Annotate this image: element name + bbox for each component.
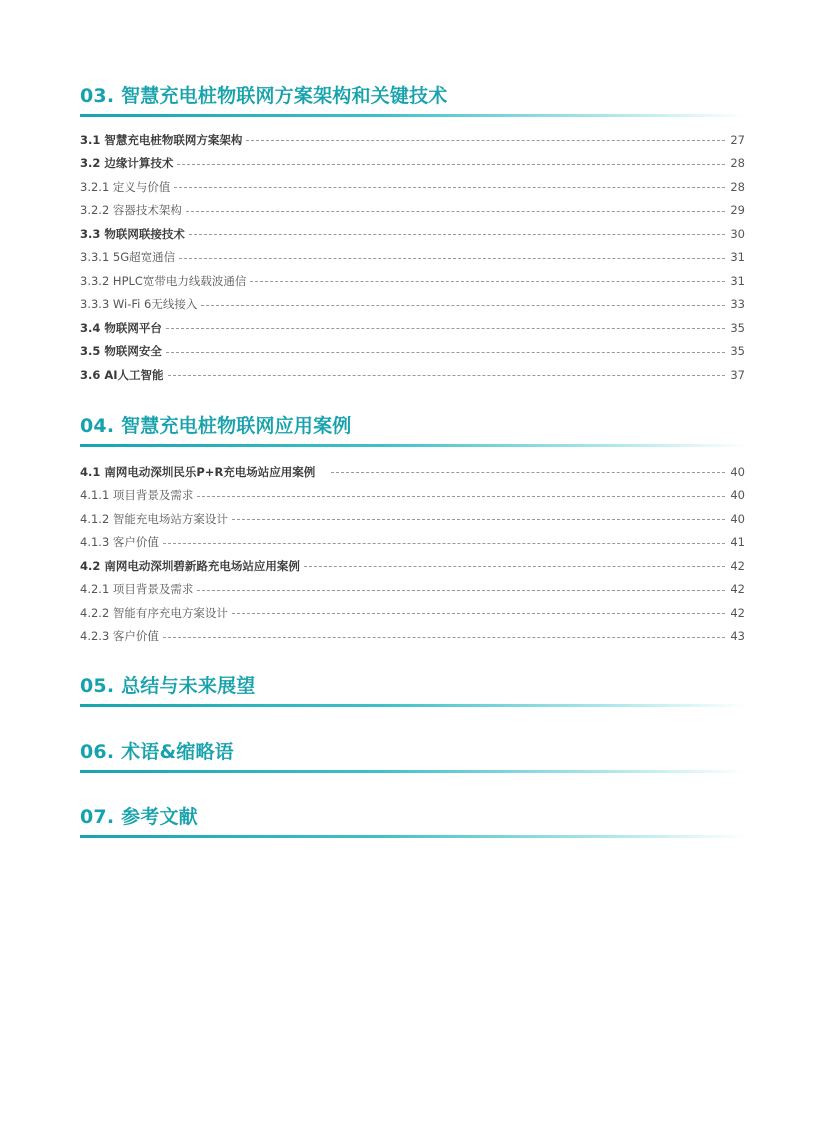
section-05-heading[interactable] xyxy=(80,674,745,707)
toc-entry-label: 4.1.3 客户价值 xyxy=(80,535,159,550)
toc-page-number: 41 xyxy=(730,535,745,550)
toc-entry-3-3-3[interactable] xyxy=(80,293,745,317)
toc-entry-3-5[interactable] xyxy=(80,340,745,364)
dot-leader xyxy=(197,590,725,591)
dot-leader xyxy=(304,566,725,567)
dot-leader xyxy=(250,281,725,282)
toc-entry-3-4[interactable] xyxy=(80,316,745,340)
toc-entry-3-2-2[interactable] xyxy=(80,199,745,223)
toc-entry-label: 3.2.1 定义与价值 xyxy=(80,179,171,194)
section-divider xyxy=(80,770,745,773)
toc-page-number: 31 xyxy=(730,250,745,265)
toc-page-number: 28 xyxy=(730,179,745,194)
toc-page-number: 29 xyxy=(730,203,745,218)
toc-entry-label: 3.3.1 5G超宽通信 xyxy=(80,250,176,265)
dot-leader xyxy=(163,543,725,544)
toc-entry-4-2-1[interactable] xyxy=(80,578,745,602)
toc-entry-3-3-2[interactable] xyxy=(80,269,745,293)
toc-page-number: 35 xyxy=(730,320,745,335)
toc-entry-4-1-2[interactable] xyxy=(80,507,745,531)
dot-leader xyxy=(168,375,725,376)
section-divider xyxy=(80,444,745,447)
toc-page-number: 35 xyxy=(730,344,745,359)
dot-leader xyxy=(201,305,725,306)
toc-entry-label: 4.1 南网电动深圳民乐P+R充电场站应用案例 xyxy=(80,464,316,479)
section-title: 03. 智慧充电桩物联网方案架构和关键技术 xyxy=(80,85,448,107)
dot-leader xyxy=(186,211,725,212)
toc-entry-3-2[interactable] xyxy=(80,152,745,176)
toc-page-number: 40 xyxy=(730,488,745,503)
section-title: 06. 术语&缩略语 xyxy=(80,741,234,763)
toc-entry-3-6[interactable] xyxy=(80,363,745,387)
section-divider xyxy=(80,704,745,707)
toc-entry-3-3[interactable] xyxy=(80,222,745,246)
toc-entry-label: 3.4 物联网平台 xyxy=(80,320,162,335)
toc-entry-label: 3.3 物联网联接技术 xyxy=(80,226,185,241)
toc-page-number: 33 xyxy=(730,297,745,312)
dot-leader xyxy=(166,352,725,353)
dot-leader xyxy=(174,187,725,188)
dot-leader xyxy=(177,164,725,165)
toc-entry-label: 4.2 南网电动深圳碧新路充电场站应用案例 xyxy=(80,558,300,573)
toc-entry-3-2-1[interactable] xyxy=(80,175,745,199)
dot-leader xyxy=(232,613,725,614)
dot-leader xyxy=(163,637,725,638)
toc-page-number: 42 xyxy=(730,582,745,597)
toc-page-number: 28 xyxy=(730,156,745,171)
section-title: 07. 参考文献 xyxy=(80,806,198,828)
section-title: 05. 总结与未来展望 xyxy=(80,675,256,697)
toc-entry-4-2[interactable] xyxy=(80,554,745,578)
toc-page-number: 42 xyxy=(730,558,745,573)
dot-leader xyxy=(197,496,725,497)
dot-leader xyxy=(166,328,725,329)
dot-leader xyxy=(179,258,725,259)
toc-list-section-04 xyxy=(80,460,745,648)
toc-entry-label: 4.1.1 项目背景及需求 xyxy=(80,488,194,503)
toc-entry-label: 3.2.2 容器技术架构 xyxy=(80,203,182,218)
toc-page-number: 30 xyxy=(730,226,745,241)
dot-leader xyxy=(246,140,725,141)
toc-entry-4-1-1[interactable] xyxy=(80,484,745,508)
toc-page-number: 31 xyxy=(730,273,745,288)
toc-entry-4-2-3[interactable] xyxy=(80,625,745,649)
toc-entry-label: 4.2.2 智能有序充电方案设计 xyxy=(80,605,228,620)
toc-page-number: 27 xyxy=(730,132,745,147)
toc-page-number: 43 xyxy=(730,629,745,644)
toc-entry-label: 3.5 物联网安全 xyxy=(80,344,162,359)
dot-leader xyxy=(331,472,725,473)
toc-entry-label: 3.2 边缘计算技术 xyxy=(80,156,174,171)
toc-list-section-03 xyxy=(80,128,745,387)
toc-page-number: 42 xyxy=(730,605,745,620)
section-04-heading xyxy=(80,414,745,447)
dot-leader xyxy=(232,519,725,520)
section-07-heading[interactable] xyxy=(80,805,745,838)
toc-entry-3-3-1[interactable] xyxy=(80,246,745,270)
toc-entry-4-1-3[interactable] xyxy=(80,531,745,555)
dot-leader xyxy=(189,234,725,235)
toc-entry-4-1[interactable] xyxy=(80,460,745,484)
toc-entry-label: 4.1.2 智能充电场站方案设计 xyxy=(80,511,228,526)
toc-page-number: 40 xyxy=(730,464,745,479)
section-title: 04. 智慧充电桩物联网应用案例 xyxy=(80,415,352,437)
section-divider xyxy=(80,114,745,117)
toc-entry-label: 3.3.3 Wi-Fi 6无线接入 xyxy=(80,297,198,312)
toc-entry-label: 3.6 AI人工智能 xyxy=(80,367,164,382)
toc-entry-label: 4.2.3 客户价值 xyxy=(80,629,159,644)
toc-entry-label: 4.2.1 项目背景及需求 xyxy=(80,582,194,597)
toc-page-number: 37 xyxy=(730,367,745,382)
toc-entry-3-1[interactable] xyxy=(80,128,745,152)
section-06-heading[interactable] xyxy=(80,740,745,773)
section-03-heading xyxy=(80,84,745,117)
toc-entry-label: 3.1 智慧充电桩物联网方案架构 xyxy=(80,132,243,147)
toc-entry-4-2-2[interactable] xyxy=(80,601,745,625)
section-divider xyxy=(80,835,745,838)
toc-page-number: 40 xyxy=(730,511,745,526)
toc-entry-label: 3.3.2 HPLC宽带电力线载波通信 xyxy=(80,273,247,288)
